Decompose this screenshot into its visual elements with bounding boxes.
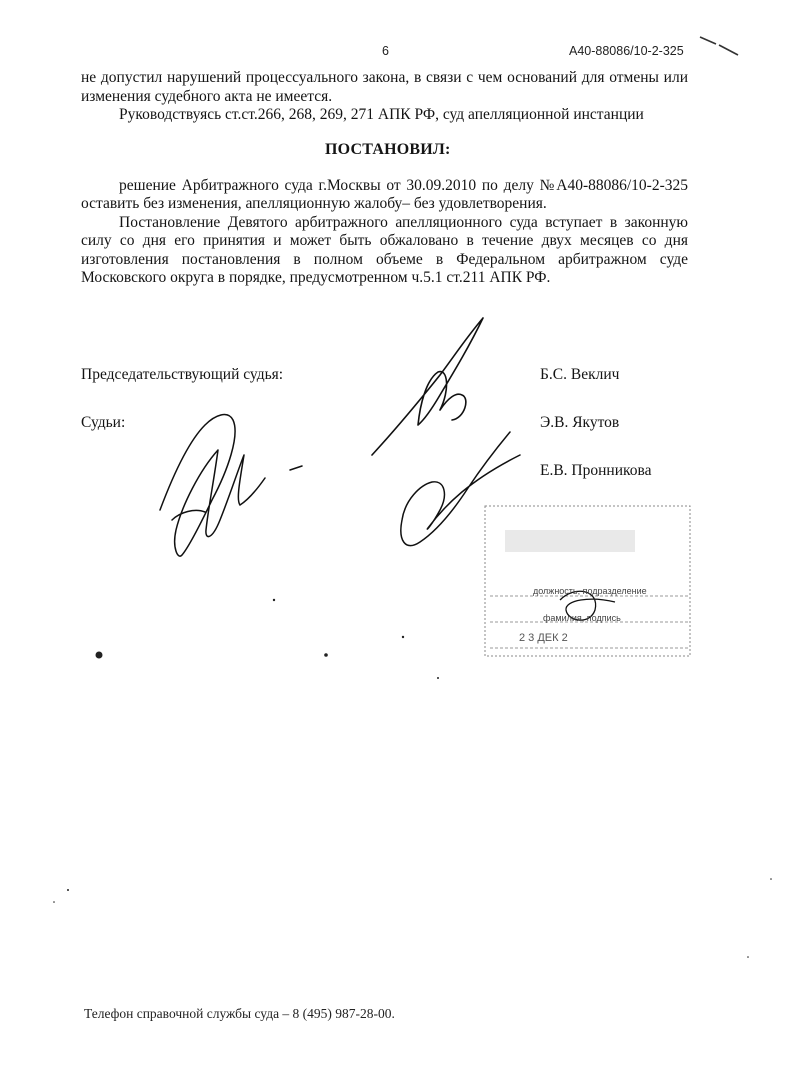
judges-label: Судьи:: [81, 414, 126, 431]
scan-specks: [53, 599, 772, 958]
presiding-judge-label: Председательствующий судья:: [81, 366, 284, 383]
stamp-position-caption: должность, подразделение: [533, 586, 647, 596]
stamp-date: 2 3 ДЕК 2: [519, 632, 568, 644]
judge-2-name: Е.В. Пронникова: [540, 462, 652, 479]
ruling-heading: ПОСТАНОВИЛ:: [325, 141, 451, 158]
paragraph-1-line-2: изменения судебного акта не имеется.: [81, 88, 333, 105]
paragraph-1-line-1: не допустил нарушений процессуального закона, в связи с чем оснований для отмены или: [81, 69, 688, 86]
certification-stamp: [485, 506, 690, 656]
signature-judge-1-icon: [160, 415, 302, 557]
page-number: 6: [382, 44, 389, 58]
presiding-judge-name: Б.С. Веклич: [540, 366, 620, 383]
paragraph-4-line-4: Московского округа в порядке, предусмотренном ч.5.1 ст.211 АПК РФ.: [81, 269, 551, 286]
signature-presiding-icon: [372, 318, 483, 455]
judge-1-name: Э.В. Якутов: [540, 414, 620, 431]
paragraph-2: Руководствуясь ст.ст.266, 268, 269, 271 АПК РФ, суд апелляционной инстанции: [119, 106, 644, 123]
stamp-signature-caption: фамилия, подпись: [543, 613, 621, 623]
court-phone-footer: Телефон справочной службы суда – 8 (495) 987-28-00.: [84, 1006, 395, 1021]
paragraph-4-line-2: силу со дня его принятия и может быть обжаловано в течение двух месяцев со дня: [81, 232, 688, 249]
paragraph-4-line-1: Постановление Девятого арбитражного апелляционного суда вступает в законную: [119, 214, 688, 231]
paragraph-3-line-2: оставить без изменения, апелляционную жалобу– без удовлетворения.: [81, 195, 547, 212]
corner-pen-mark-icon: [700, 37, 738, 55]
signature-judge-2-icon: [401, 432, 520, 546]
case-number: А40-88086/10-2-325: [569, 44, 684, 58]
paragraph-4-line-3: изготовления постановления в полном объеме в Федеральном арбитражном суде: [81, 251, 688, 268]
paragraph-3-line-1: решение Арбитражного суда г.Москвы от 30.09.2010 по делу №А40-88086/10-2-325: [119, 177, 688, 194]
